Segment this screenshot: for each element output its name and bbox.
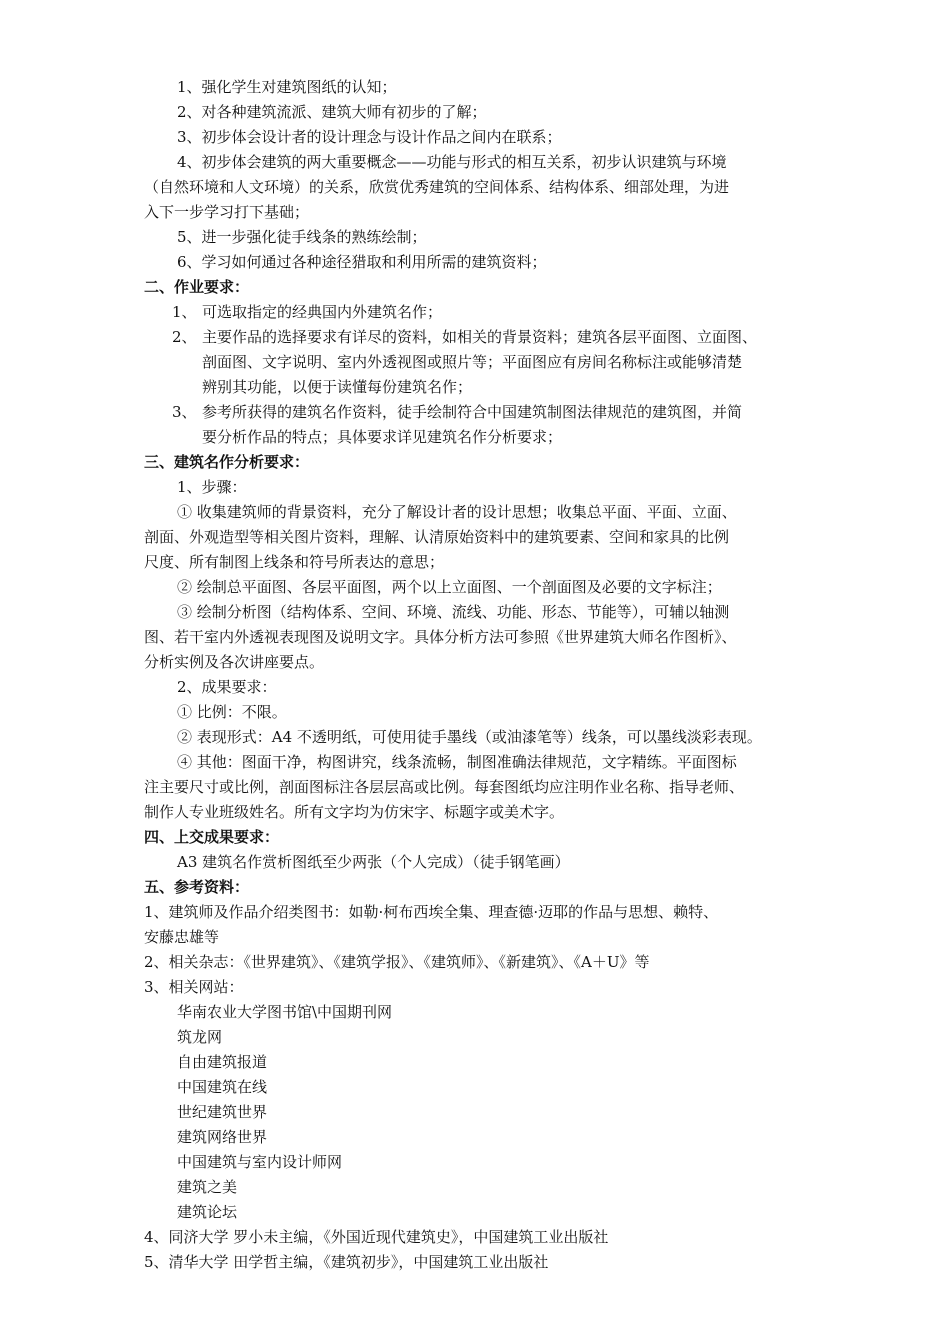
section-2-item-1-number: 1、 [172,303,197,321]
section-3-result-other-line-1: ④ 其他：图面干净，构图讲究，线条流畅，制图准确法律规范，文字精练。平面图标 [177,753,737,771]
section-2-item-3-number: 3、 [172,403,197,421]
website-item: 世纪建筑世界 [177,1103,268,1121]
reference-books-line-2: 安藤忠雄等 [144,928,220,946]
section-3-results-label: 2、成果要求： [177,678,277,696]
website-item: 建筑网络世界 [177,1128,268,1146]
section-2-item-2-line-1: 主要作品的选择要求有详尽的资料，如相关的背景资料；建筑各层平面图、立面图、 [202,328,758,346]
section-3-result-other-line-3: 制作人专业班级姓名。所有文字均为仿宋字、标题字或美术字。 [144,803,565,821]
objective-6: 6、学习如何通过各种途径猎取和利用所需的建筑资料； [177,253,547,271]
objective-4-line-3: 入下一步学习打下基础； [144,203,310,221]
website-item: 自由建筑报道 [177,1053,268,1071]
website-item: 华南农业大学图书馆\中国期刊网 [177,1003,393,1021]
section-3-step-1-line-3: 尺度、所有制图上线条和符号所表达的意思； [144,553,445,571]
website-item: 筑龙网 [177,1028,223,1046]
section-3-result-scale: ① 比例：不限。 [177,703,287,721]
reference-book-tongji: 4、同济大学 罗小未主编，《外国近现代建筑史》，中国建筑工业出版社 [144,1228,609,1246]
objective-2: 2、对各种建筑流派、建筑大师有初步的了解； [177,103,487,121]
objective-3: 3、初步体会设计者的设计理念与设计作品之间内在联系； [177,128,562,146]
section-2-item-1-line-1: 可选取指定的经典国内外建筑名作； [202,303,443,321]
website-item: 中国建筑与室内设计师网 [177,1153,343,1171]
section-2-item-2-line-3: 辨别其功能，以便于读懂每份建筑名作； [202,378,473,396]
section-2-item-3-line-2: 要分析作品的特点；具体要求详见建筑名作分析要求； [202,428,563,446]
section-3-step-3-line-1: ③ 绘制分析图（结构体系、空间、环境、流线、功能、形态、节能等），可辅以轴测 [177,603,730,621]
reference-book-tsinghua: 5、清华大学 田学哲主编，《建筑初步》，中国建筑工业出版社 [144,1253,549,1271]
section-3-result-other-line-2: 注主要尺寸或比例，剖面图标注各层层高或比例。每套图纸均应注明作业名称、指导老师、 [144,778,745,796]
section-3-result-format: ② 表现形式：A4 不透明纸，可使用徒手墨线（或油漆笔等）线条，可以墨线淡彩表现。 [177,728,762,746]
section-4-requirement: A3 建筑名作赏析图纸至少两张（个人完成）（徒手钢笔画） [177,853,570,871]
objective-4-line-1: 4、初步体会建筑的两大重要概念——功能与形式的相互关系，初步认识建筑与环境 [177,153,727,171]
section-2-item-2-number: 2、 [172,328,197,346]
website-item: 建筑之美 [177,1178,238,1196]
reference-websites-label: 3、相关网站： [144,978,244,996]
section-3-steps-label: 1、步骤： [177,478,247,496]
objective-5: 5、进一步强化徒手线条的熟练绘制； [177,228,427,246]
website-item: 中国建筑在线 [177,1078,268,1096]
objective-4-line-2: （自然环境和人文环境）的关系，欣赏优秀建筑的空间体系、结构体系、细部处理，为进 [144,178,730,196]
section-3-step-2: ② 绘制总平面图、各层平面图，两个以上立面图、一个剖面图及必要的文字标注； [177,578,722,596]
section-2-heading: 二、作业要求： [144,278,250,296]
objective-1: 1、强化学生对建筑图纸的认知； [177,78,397,96]
section-5-heading: 五、参考资料： [144,878,250,896]
section-3-step-3-line-2: 图、若干室内外透视表现图及说明文字。具体分析方法可参照《世界建筑大师名作图析》、 [144,628,737,646]
section-4-heading: 四、上交成果要求： [144,828,280,846]
section-2-item-3-line-1: 参考所获得的建筑名作资料，徒手绘制符合中国建筑制图法律规范的建筑图，并简 [202,403,743,421]
reference-books-line-1: 1、建筑师及作品介绍类图书：如勒·柯布西埃全集、理查德·迈耶的作品与思想、赖特、 [144,903,719,921]
website-item: 建筑论坛 [177,1203,238,1221]
section-2-item-2-line-2: 剖面图、文字说明、室内外透视图或照片等；平面图应有房间名称标注或能够清楚 [202,353,743,371]
section-3-heading: 三、建筑名作分析要求： [144,453,310,471]
section-3-step-1-line-1: ① 收集建筑师的背景资料，充分了解设计者的设计思想；收集总平面、平面、立面、 [177,503,737,521]
section-3-step-1-line-2: 剖面、外观造型等相关图片资料，理解、认清原始资料中的建筑要素、空间和家具的比例 [144,528,730,546]
section-3-step-3-line-3: 分析实例及各次讲座要点。 [144,653,325,671]
reference-magazines: 2、相关杂志：《世界建筑》、《建筑学报》、《建筑师》、《新建筑》、《A＋U》等 [144,953,650,971]
